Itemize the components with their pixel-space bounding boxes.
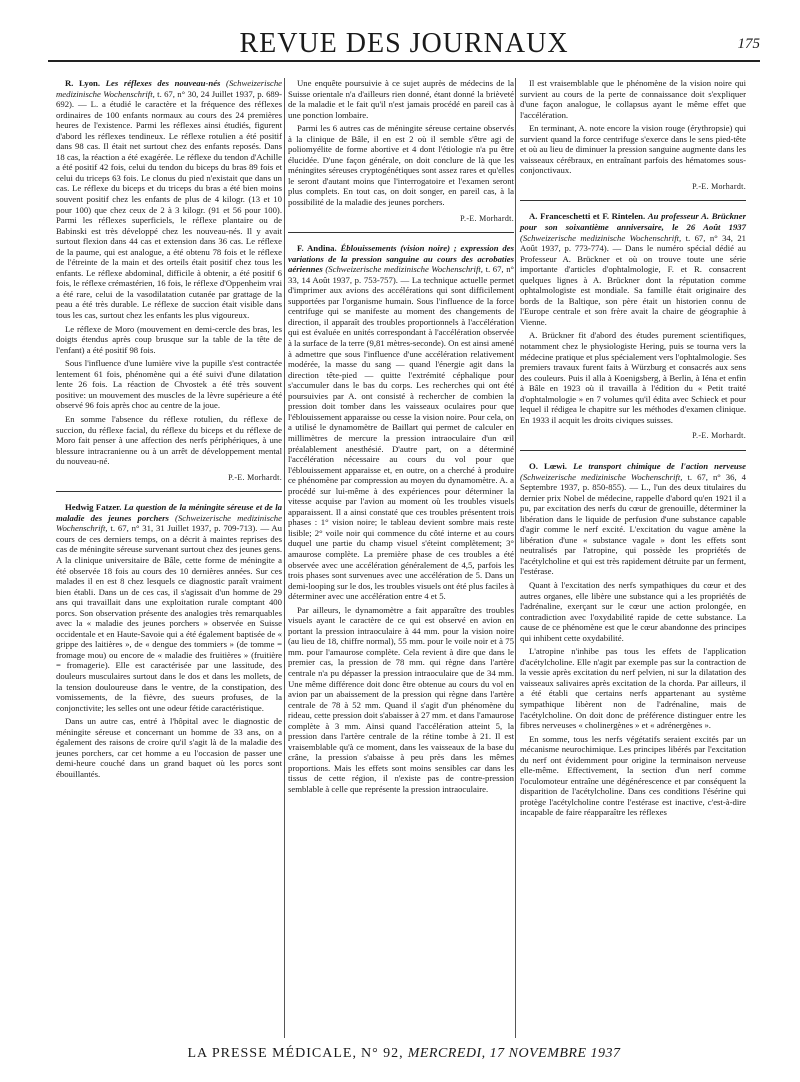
article-title: Au professeur A. Brückner pour son soixantième anniversaire, le 26 Août 1937 [520, 211, 747, 233]
article-body: t. 67, n° 34, 21 Août 1937, p. 773-774). — Dans le numéro spécial dédié au Professeur A. Brückner et où on trouve toute une série importante d'articles d'ophtalmologie, F. et R. consacrent quelques lignes à A. Brückner dont la réputation comme ophtalmologiste est mondiale. Sa famille était originaire des bords de la Baltique, son père était un historien connu de l'Europe centrale et son frère avait la chaire de géographie à Vienne. [520, 232, 747, 327]
article-paragraph: Parmi les 6 autres cas de méningite séreuse certaine observés à la clinique de Bâle, il en est 2 où il semble s'être agi de poliomyélite de forme abortive et 4 dont l'étiologie n'a pu être élucidée. D'une façon générale, on doit conclure de là que les méningites séreuses cryptogénétiques sont assez rares et qu'elles le seront d'autant moins que l'interrogatoire et l'examen seront plus complets. En tout cas, on doit songer, en pareil cas, à la possibilité de la maladie des jeunes porchers. [288, 123, 514, 208]
article-paragraph: A. Brückner fit d'abord des études purement scientifiques, notamment chez le physiologiste Hering, puis se tourna vers la médecine pratique et plus spécialement vers l'ophtalmologie. Ses premiers travaux furent faits à Würzburg et consacrés aux sens des couleurs. Puis il alla à Koenigsberg, à Berlin, à Iéna et enfin à Bâle en 1923 où il travailla à l'édition du « Petit traité d'ophtalmologie » en 7 volumes qu'il édita avec Schieck et pour lequel il rédigea le chapitre sur les méthodes d'examen clinique. En 1933 il acquit les droits civiques suisses. [520, 330, 746, 425]
column-divider [515, 78, 516, 1038]
column-1 [56, 78, 282, 782]
article-title: Le transport chimique de l'action nerveuse [573, 460, 746, 471]
article-separator [520, 450, 746, 451]
article-fatzer [56, 502, 282, 713]
article-lyon [56, 78, 282, 321]
page-footer [48, 1046, 760, 1062]
article-author: A. Franceschetti et F. Rintelen. [529, 211, 646, 222]
footer-date: MERCREDI, 17 NOVEMBRE 1937 [407, 1046, 621, 1061]
footer-issue: N° 92, [360, 1046, 404, 1061]
article-franceschetti [520, 211, 746, 327]
article-body: t. 67, n° 36, 4 Septembre 1937, p. 850-855). — L., l'un des deux titulaires du dernier prix Nobel de médecine, rappelle d'abord qu'en 1921 il a pu, par excitation des nerfs du cœur de grenouille, déterminer la libération dans le liquide de perfusion d'une substance capable d'agir comme le nerf excité. L'excitation du vague amène la libération d'une « substance vagale » dont les effets sont neutralisés par l'atropine, qui possède les propriétés de l'acétylcholine et qui est très rapidement détruite par un ferment, l'estérase. [520, 471, 747, 577]
article-paragraph: Le réflexe de Moro (mouvement en demi-cercle des bras, les doigts étendus après coup brusque sur la table de la tête de l'enfant) a été positif 98 fois. [56, 323, 282, 355]
article-signature: P.-E. Morhardt. [228, 472, 282, 482]
article-paragraph: Il est vraisemblable que le phénomène de la vision noire qui survient au cours de la perte de connaissance doit s'expliquer d'une façon analogue, le collapsus ayant le même effet que l'accélération. [520, 78, 746, 120]
page-number: 175 [737, 36, 760, 52]
article-paragraph: Une enquête poursuivie à ce sujet auprès de médecins de la Suisse orientale n'a d'ailleurs rien donné, étant donné la brièveté de la maladie et le fait qu'il n'est jamais procédé en pareil cas à une ponction lombaire. [288, 78, 514, 120]
article-body: t. 67, n° 31, 31 Juillet 1937, p. 709-713). — Au cours de ces derniers temps, on a décrit à maintes reprises des cas de méningite séreuse survenant surtout chez des jeunes gens. A la clinique universitaire de Bâle, cette forme de méningite a été observée 18 fois au cours des 10 dernières années. Sur ces malades il en est 8 chez lesquels ce diagnostic paraît vraiment bien établi. Dans un de ces cas, il s'agissait d'un homme de 29 ans qui travaillait dans une exploitation rurale comptant 400 porcs. Son observation présente des analogies très remarquables avec la « maladie des jeunes porchers » observée en Suisse occidentale et en Haute-Savoie qui a été également baptisée de « grippe des laitières », de « dengue des tommiers » (de tomme = fromage mou) ou encore de « maladie des fruitières » (fruitière = fromagerie). Elle est caractérisée par une lassitude, des douleurs musculaires surtout dans le dos et dans les mollets, de la tension douloureuse dans le ventre, de la constipation, des vomissements, de la fièvre, des sueurs profuses, de la conjonctivite; les selles ont une odeur fétide caractéristique. [56, 523, 283, 713]
article-paragraph: L'atropine n'inhibe pas tous les effets de l'application d'acétylcholine. Elle n'agit par exemple pas sur la contraction de la vessie après excitation du nerf pelvien, ni sur la dilatation des vaisseaux salivaires après excitation de la chorda. Par ailleurs, il a été établi que certains nerfs appartenant au système sympathique libèrent non de l'adrénaline, mais de l'acétylcholine. On doit donc de préférence distinguer entre les fibres nerveuses « cholinergènes » et « adrénergènes ». [520, 646, 746, 731]
article-source: (Schweizerische medizinische Wochenschrift, [520, 232, 682, 243]
article-paragraph: Par ailleurs, le dynamomètre a fait apparaître des troubles visuels ayant le caractère de ce qui est observé en avion en portant la pression intraoculaire à 44 mm. pour la vision noire (au lieu de 18, chiffre normal), 55 mm. pour le voile noir et à 75 mm. pour l'amaurose complète. Cela revient à dire que dans le premier cas, la pression de 78 mm. qui règne dans l'artère centrale n'a pu dépasser la pression intraoculaire que de 34 mm. Une même différence doit donc être obtenue au cours du vol en avion par un abaissement de la pression qui règne dans l'artère centrale de 78 à 52 mm. Quand il s'agit d'un phénomène du rideau, cette pression doit s'abaisser à 27 mm. et dans l'amaurose complète à 3 mm. Ainsi quand l'accélération atteint 5, la pression dans l'artère centrale de la rétine tombe à 21. Il est vraisemblable qu'à ce moment, dans les vaisseaux de la base du crâne, la pression s'abaisse à peu près dans les mêmes proportions. Mais les effets sont moins sensibles car dans les tissus de cette région, il n'existe pas de contre-pression semblable à celle que représente la pression intraoculaire. [288, 604, 514, 794]
article-author: Hedwig Fatzer. [65, 502, 122, 513]
article-source: (Schweizerische medizinische Wochenschrift, [56, 78, 283, 99]
footer-journal: LA PRESSE MÉDICALE, [187, 1046, 357, 1061]
article-paragraph: En terminant, A. note encore la vision rouge (érythropsie) qui survient quand la force centrifuge s'exerce dans le sens pied-tête et où au lieu de diminuer la pression sanguine augmente dans les vaisseaux cérébraux, en entraînant parfois des hématomes sous-conjonctivaux. [520, 123, 746, 176]
article-separator [520, 200, 746, 201]
journal-section-title: REVUE DES JOURNAUX [239, 28, 569, 59]
article-paragraph: En somme, tous les nerfs végétatifs seraient excités par un mécanisme neurochimique. Les principes libérés par l'excitation du nerf ont évidemment pour origine la terminaison nerveuse elle-même. Effectivement, la section d'un nerf comme l'oculomoteur entraîne une dégénérescence et par conséquent la disparition de l'acétylcholine. Dans ces conditions l'ésérine qui protège l'acétylcholine contre l'estérase est inactive, c'est-à-dire incapable de faire réapparaître les réflexes [520, 733, 746, 818]
article-title: Les réflexes des nouveau-nés [105, 78, 221, 88]
page-header [48, 24, 760, 64]
header-rule [48, 60, 760, 62]
article-author: R. Lyon. [65, 78, 101, 88]
article-signature: P.-E. Morhardt. [460, 213, 514, 223]
article-paragraph: Quant à l'excitation des nerfs sympathiques du cœur et des autres organes, elle libère une substance qui a les propriétés de l'adrénaline, exerçant sur le cœur une action prolongée, en contradiction avec l'oxydabilité rapide de cette substance. La cause de ce phénomène est que le cœur abandonne des principes qui inhibent cette oxydabilité. [520, 579, 746, 643]
article-title: La question de la méningite séreuse et de la maladie des jeunes porchers [56, 502, 282, 523]
article-source: (Schweizerische medizinische Wochenschrift, [56, 512, 282, 534]
article-body: t. 67, n° 33, 14 Août 1937, p. 753-757). — La technique actuelle permet d'imprimer aux avions des accélérations qui sont difficilement supportées par l'organisme humain. Sous l'influence de la force centrifuge qui se manifeste au moment des changements de direction, il apparaît des troubles proportionnels à l'accélération qui est évaluée en unités correspondant à l'accélération observée à la surface de la terre (9,81 mètres-seconde). On est ainsi amené à admettre que sous l'influence d'une accélération relativement modérée, la masse du sang — quand l'énergie agit dans la direction tête-pied — quitte l'extrémité céphalique pour s'accumuler dans le bas du corps. Les recherches qui ont été poursuivies par A. ont consisté à rechercher de combien la pression doit tomber dans les vaisseaux oculaires pour que l'éblouissement apparaisse ou cesse la vision noire. Pour cela, on a utilisé le dynamomètre de Baillart qui permet de calculer en millimètres de mercure la pression intraoculaire d'un œil préalablement anesthésié. D'autre part, on a déterminé l'accélération nécessaire au cours du vol pour que l'éblouissement apparaisse et, en outre, on a cherché à produire ce phénomène par compression au moyen du dynamomètre. A. a procédé sur lui-même à des expériences pour déterminer la vitesse acquise par l'avion au moment où les troubles visuels apparaissent. Il a ainsi constaté que ces troubles présentent trois phases : 1° vision noire; le tableau devient sombre mais reste lisible; 2° voile noir qui commence du côté interne et au cours duquel une partie du champ visuel s'éteint complètement; 3° amaurose complète. La première phase de ces troubles a été observée avec une accélération généralement de 4,5, parfois les trois phases sont survenues avec une accélération de 5. Dans un demi-looping sur le dos, les troubles visuels ont été plus faciles à déterminer avec une accélération entre 4 et 5. [288, 264, 515, 602]
article-paragraph: Dans un autre cas, entré à l'hôpital avec le diagnostic de méningite séreuse et concernant un homme de 33 ans, on a également des raisons de croire qu'il s'agit là de la maladie des jeunes porchers, car cet homme a eu l'occasion de passer une demi-heure couché dans un grand baquet où les porcs sont ébouillantés. [56, 716, 282, 779]
article-title: Éblouissements (vision noire) ; expression des variations de la pression sanguine au cours des acrobaties aériennes [288, 243, 514, 275]
article-paragraph: En somme l'absence du réflexe rotulien, du réflexe de succion, du réflexe facial, du réflexe du biceps et du réflexe de Moro fait penser à une affection des nerfs périphériques, à une blessure intracranienne ou à un arrêt de développement mental du nouveau-né. [56, 413, 282, 467]
article-separator [56, 491, 282, 492]
column-2 [288, 78, 514, 798]
article-author: F. Andina. [297, 243, 337, 254]
article-separator [288, 232, 514, 233]
article-loewi [520, 461, 746, 577]
article-body: t. 67, n° 30, 24 Juillet 1937, p. 689-692). — L. a étudié le caractère et la fréquence des réflexes ordinaires de 100 enfants normaux au cours des 24 premières heures de l'existence. Parmi les réflexes ainsi étudiés, figurent d'abord les réflexes tendineux. Le réflexe rotulien a été positif dans 98 cas. Il était net surtout chez des enfants reposés. Dans 18 cas, la réaction a été exagérée. Le réflexe du tendon d'Achille a été positif 42 fois, celui du tendon du biceps du bras 89 fois et celui du triceps 63 fois. Le clonus du pied n'existait que dans un cas. Le réflexe du biceps et du triceps du bras a été bien moins souvent positif chez les enfants de plus de 4 kilogr. (13 et 10 pour 100) que chez ceux de 2 à 3 kilogr. (91 et 56 pour 100). Parmi les réflexes superficiels, le réflexe plantaire ou de Babinski est très développé chez les nouveau-nés. Il y avait surtout flexion dans 44 cas et extension dans 36 cas. Le réflexe de la paume, qui est analogue, a été obtenu 78 fois et le réflexe de l'étreinte de la main et des orteils était positif chez tous les enfants. Le réflexe abdominal, difficile à obtenir, a été positif 6 fois, le réflexe crémastérien, 16 fois, le réflexe d'Oppenheim vrai a été rare, celui de la vasodilatation cutanée par grattage de la peau a été très durable. Le réflexe de succion était visible dans tous les cas, surtout chez les enfants les plus vigoureux. [56, 88, 283, 321]
article-source: (Schweizerische medizinische Wochenschrift, [325, 264, 483, 275]
article-paragraph: Sous l'influence d'une lumière vive la pupille s'est contractée lentement 61 fois, phénomène qui a été suivi d'une dilatation lente 26 fois. La réaction de Chvostek a été très souvent positive: un mouvement des muscles de la lèvre supérieure a été observé 96 fois après choc au centre de la joue. [56, 358, 282, 411]
article-signature: P.-E. Morhardt. [692, 431, 746, 441]
column-3 [520, 78, 746, 821]
article-andina [288, 243, 514, 602]
column-divider [284, 78, 285, 1038]
article-source: (Schweizerische medizinische Wochenschrift, [520, 471, 683, 482]
article-author: O. Lœwi. [529, 460, 567, 471]
article-signature: P.-E. Morhardt. [692, 181, 746, 191]
